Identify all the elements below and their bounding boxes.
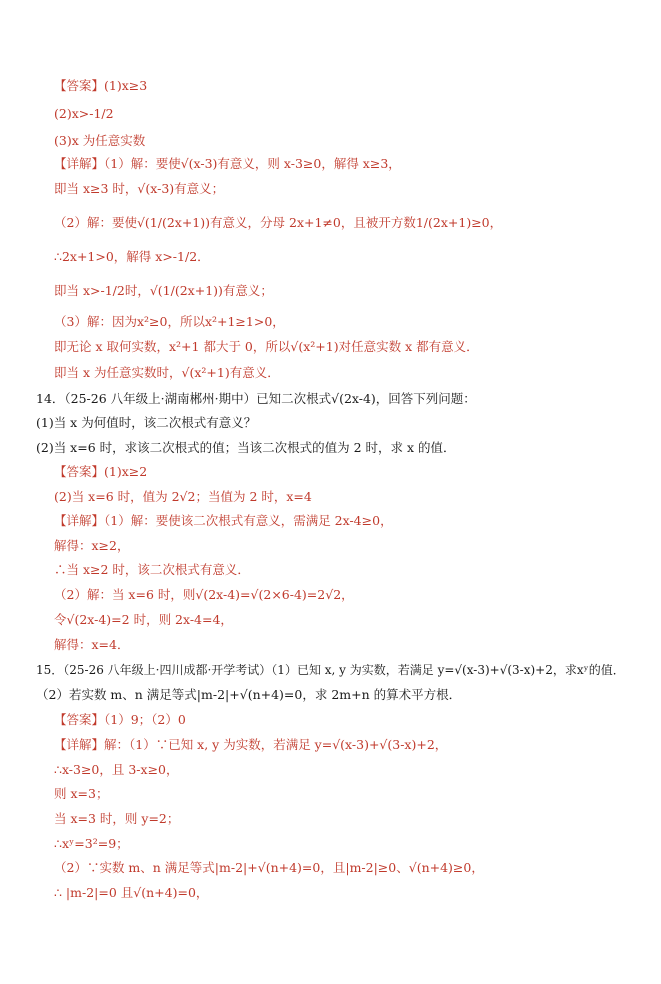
answer-13-part3: (3)x 为任意实数 (54, 133, 146, 148)
solution-14-line3: ∴当 x≥2 时，该二次根式有意义． (54, 562, 250, 577)
solution-15-line7: ∴ |m-2|=0 且√(n+4)=0， (54, 885, 209, 900)
solution-13-line1: 【详解】（1）解：要使√(x-3)有意义，则 x-3≥0，解得 x≥3， (54, 156, 401, 171)
solution-13-line6: （3）解：因为x²≥0，所以x²+1≥1>0， (54, 314, 285, 329)
solution-13-line3: （2）解：要使√(1/(2x+1))有意义，分母 2x+1≠0，且被开方数1/(2x+1)≥0， (54, 215, 503, 230)
solution-14-line5: 令√(2x-4)=2 时，则 2x-4=4， (54, 612, 233, 627)
solution-14-line2: 解得：x≥2， (54, 538, 130, 553)
solution-14-line6: 解得：x=4． (54, 637, 130, 652)
answer-15: 【答案】（1）9；（2）0 (54, 712, 186, 727)
solution-15-line2: ∴x-3≥0，且 3-x≥0， (54, 762, 179, 777)
solution-13-line2: 即当 x≥3 时，√(x-3)有意义； (54, 181, 225, 196)
answer-14: 【答案】(1)x≥2 (54, 464, 148, 479)
question-14-stem: 14．（25-26 八年级上·湖南郴州·期中）已知二次根式√(2x-4)，回答下列问题： (36, 391, 476, 406)
question-15-part2: （2）若实数 m、n 满足等式|m-2|+√(n+4)=0，求 2m+n 的算术平方根． (36, 687, 462, 702)
solution-15-line4: 当 x=3 时，则 y=2； (54, 811, 180, 826)
solution-13-line7: 即无论 x 取何实数，x²+1 都大于 0，所以√(x²+1)对任意实数 x 都有意义． (54, 339, 479, 354)
question-14-part1: (1)当 x 为何值时，该二次根式有意义？ (36, 415, 257, 430)
answer-13-part2: (2)x>-1/2 (54, 106, 114, 121)
answer-13: 【答案】(1)x≥3 (54, 78, 148, 93)
solution-14-line4: （2）解：当 x=6 时，则√(2x-4)=√(2×6-4)=2√2， (54, 587, 354, 602)
solution-13-line8: 即当 x 为任意实数时，√(x²+1)有意义． (54, 365, 280, 380)
solution-14-line1: 【详解】（1）解：要使该二次根式有意义，需满足 2x-4≥0， (54, 513, 393, 528)
question-14-part2: (2)当 x=6 时，求该二次根式的值；当该二次根式的值为 2 时，求 x 的值． (36, 440, 456, 455)
solution-15-line3: 则 x=3； (54, 786, 109, 801)
solution-13-line5: 即当 x>-1/2时，√(1/(2x+1))有意义； (54, 283, 273, 298)
solution-15-line5: ∴xʸ=3²=9； (54, 836, 129, 851)
solution-13-line4: ∴2x+1>0，解得 x>-1/2． (54, 249, 210, 264)
solution-15-line1: 【详解】解：（1）∵已知 x, y 为实数，若满足 y=√(x-3)+√(3-x)+2， (54, 737, 448, 752)
solution-15-line6: （2）∵实数 m、n 满足等式|m-2|+√(n+4)=0，且|m-2|≥0、√(n+4)≥0， (54, 860, 484, 875)
answer-14-part2: (2)当 x=6 时，值为 2√2；当值为 2 时，x=4 (54, 489, 312, 504)
question-15-stem: 15．（25-26 八年级上·四川成都·开学考试）（1）已知 x, y 为实数，若满足 y=√(x-3)+√(3-x)+2，求xʸ的值． (36, 663, 625, 677)
